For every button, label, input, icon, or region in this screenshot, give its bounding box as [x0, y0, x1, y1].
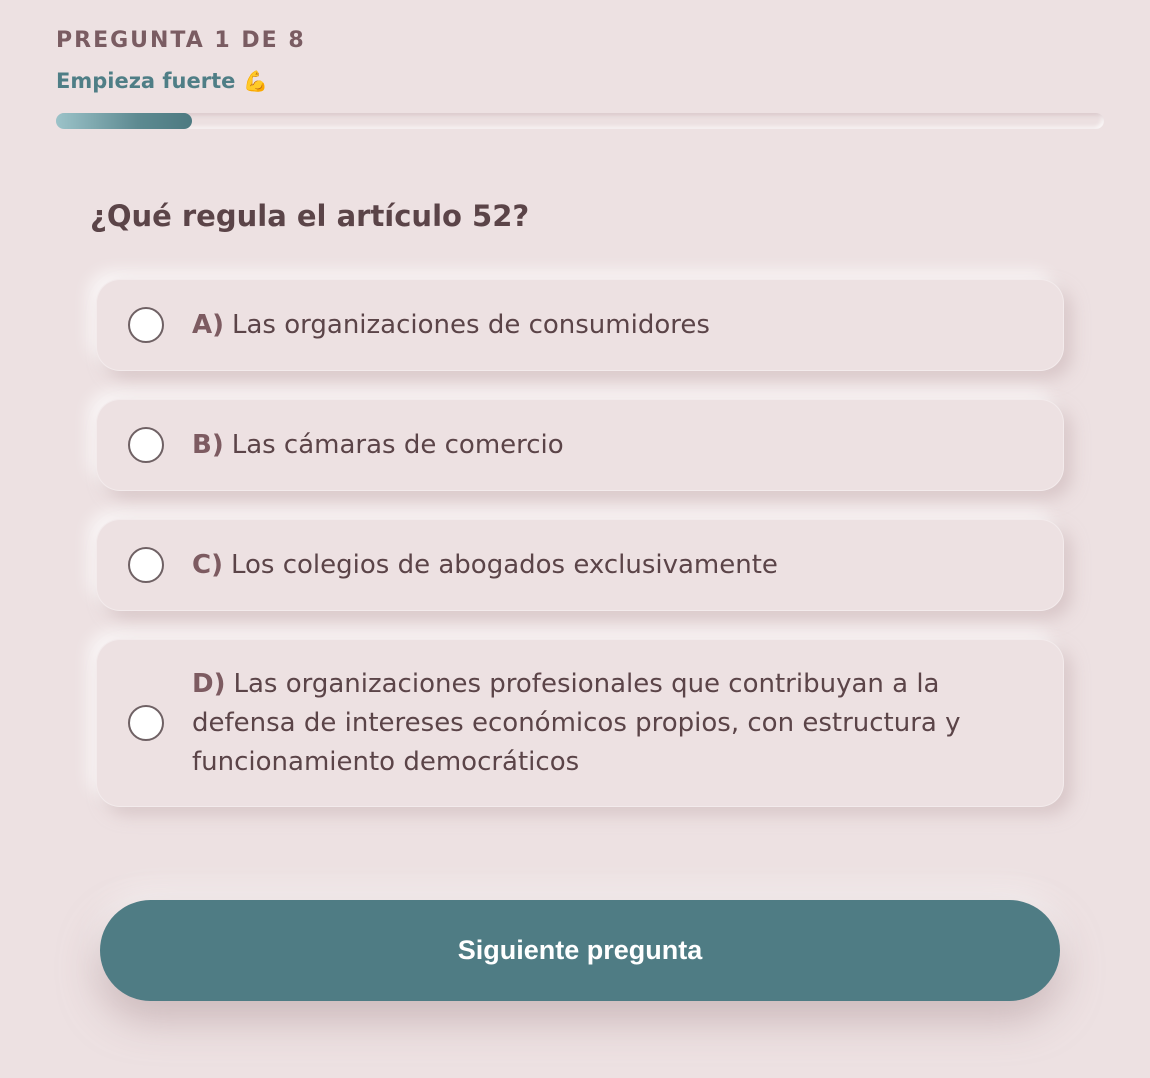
- radio-button-c[interactable]: [128, 547, 164, 583]
- option-a-letter: A): [192, 309, 225, 340]
- option-c-text: [192, 546, 778, 585]
- option-a-text: [192, 306, 710, 345]
- option-c-letter: C): [192, 549, 223, 580]
- option-b-letter: B): [192, 429, 224, 460]
- progress-fill: [56, 113, 192, 129]
- option-c-label: Los colegios de abogados exclusivamente: [230, 549, 778, 580]
- flexed-biceps-icon: 💪: [243, 69, 269, 93]
- radio-button-a[interactable]: [128, 307, 164, 343]
- option-b-text: [192, 426, 564, 465]
- option-b-label: Las cámaras de comercio: [231, 429, 564, 460]
- radio-button-b[interactable]: [128, 427, 164, 463]
- question-counter: PREGUNTA 1 DE 8: [56, 28, 306, 53]
- progress-bar: [56, 113, 1104, 129]
- option-d-letter: D): [192, 668, 226, 699]
- motivation-line: [56, 66, 1104, 96]
- option-c[interactable]: [96, 519, 1064, 611]
- option-d[interactable]: [96, 639, 1064, 807]
- radio-button-d[interactable]: [128, 705, 164, 741]
- motivation-text: Empieza fuerte: [56, 69, 236, 93]
- option-d-text: [192, 665, 1034, 782]
- option-a[interactable]: [96, 279, 1064, 371]
- option-b[interactable]: [96, 399, 1064, 491]
- answer-options: [96, 279, 1064, 835]
- question-text: ¿Qué regula el artículo 52?: [90, 199, 530, 233]
- option-d-label: Las organizaciones profesionales que contribuyan a la defensa de intereses económicos propios, con estructura y funcionamiento democráticos: [192, 668, 961, 777]
- quiz-header: [56, 26, 1104, 96]
- option-a-label: Las organizaciones de consumidores: [232, 309, 710, 340]
- next-question-button[interactable]: Siguiente pregunta: [100, 900, 1060, 1001]
